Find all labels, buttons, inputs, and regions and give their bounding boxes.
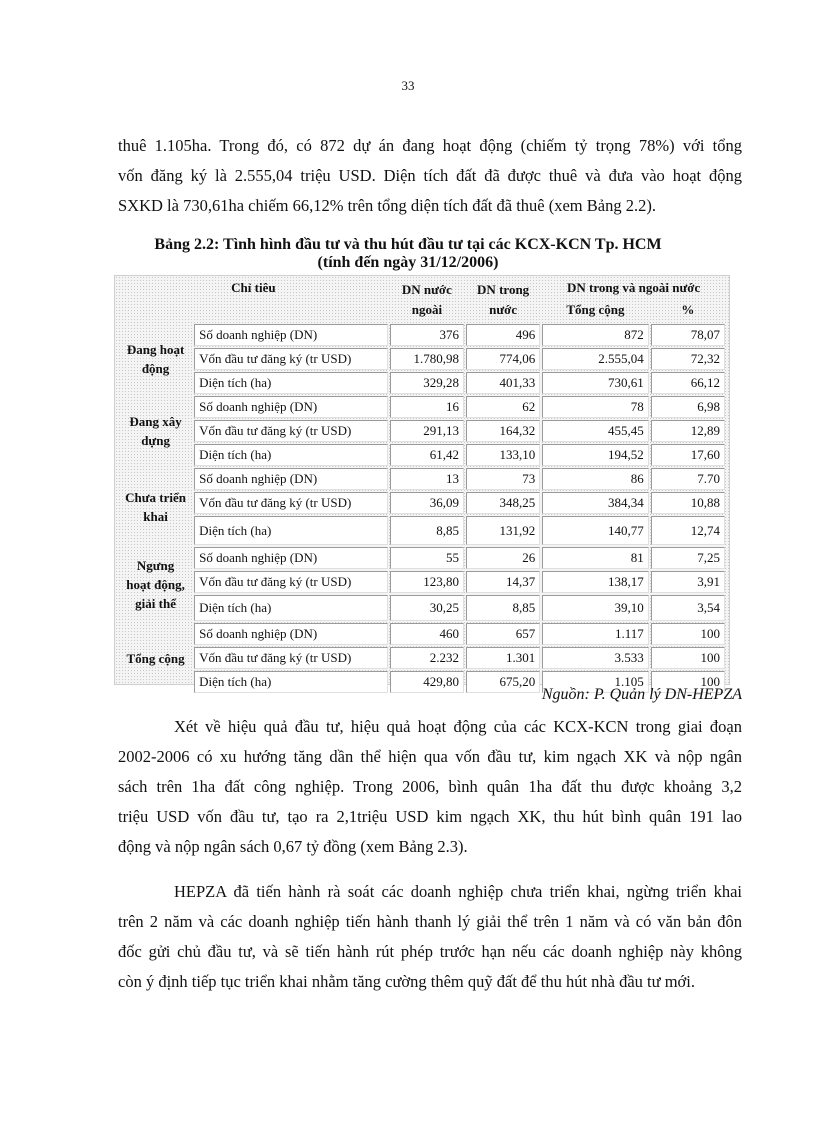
header-percent: % bbox=[681, 302, 695, 317]
value-domestic: 73 bbox=[466, 468, 540, 490]
value-foreign: 30,25 bbox=[390, 595, 464, 621]
value-domestic: 164,32 bbox=[466, 420, 540, 442]
text-line: triệu USD vốn đầu tư, tạo ra 2,1triệu USD kim ngạch XK, thu hút bình quân 191 lao bbox=[118, 807, 742, 826]
row-label: Diện tích (ha) bbox=[194, 372, 388, 394]
row-label: Số doanh nghiệp (DN) bbox=[194, 547, 388, 569]
value-percent: 3,54 bbox=[651, 595, 725, 621]
intro-paragraph bbox=[118, 131, 742, 221]
group-label: Tổng cộng bbox=[126, 650, 185, 666]
text-line: SXKD là 730,61ha chiếm 66,12% trên tổng diện tích đất đã thuê (xem Bảng 2.2). bbox=[118, 196, 656, 215]
page-number: 33 bbox=[401, 78, 415, 93]
value-percent: 100 bbox=[651, 647, 725, 669]
value-domestic: 8,85 bbox=[466, 595, 540, 621]
text-line: sách trên 1ha đất công nghiệp. Trong 2006, bình quân 1ha đất thu được khoảng 3,2 bbox=[118, 777, 742, 796]
row-label: Số doanh nghiệp (DN) bbox=[194, 623, 388, 645]
value-total: 2.555,04 bbox=[542, 348, 649, 370]
value-domestic: 774,06 bbox=[466, 348, 540, 370]
text-line: HEPZA đã tiến hành rà soát các doanh nghiệp chưa triển khai, ngừng triển khai bbox=[174, 882, 742, 901]
value-foreign: 291,13 bbox=[390, 420, 464, 442]
text-line: Xét về hiệu quả đầu tư, hiệu quả hoạt động của các KCX-KCN trong giai đoạn bbox=[174, 717, 742, 736]
value-domestic: 348,25 bbox=[466, 492, 540, 514]
value-percent: 100 bbox=[651, 671, 725, 693]
value-foreign: 55 bbox=[390, 547, 464, 569]
value-foreign: 123,80 bbox=[390, 571, 464, 593]
row-label: Diện tích (ha) bbox=[194, 444, 388, 466]
value-percent: 7,25 bbox=[651, 547, 725, 569]
header-combined: DN trong và ngoài nước bbox=[567, 280, 701, 295]
value-foreign: 16 bbox=[390, 396, 464, 418]
text-line: vốn đăng ký là 2.555,04 triệu USD. Diện tích đất đã được thuê và đưa vào hoạt động bbox=[118, 166, 742, 185]
table-caption-date: (tính đến ngày 31/12/2006) bbox=[317, 254, 499, 271]
value-total: 3.533 bbox=[542, 647, 649, 669]
value-total: 384,34 bbox=[542, 492, 649, 514]
value-percent: 78,07 bbox=[651, 324, 725, 346]
value-total: 1.117 bbox=[542, 623, 649, 645]
value-foreign: 61,42 bbox=[390, 444, 464, 466]
investment-table-frame bbox=[114, 275, 730, 689]
value-total: 455,45 bbox=[542, 420, 649, 442]
row-label: Diện tích (ha) bbox=[194, 595, 388, 621]
text-line: đốc gửi chủ đầu tư, và sẽ tiến hành rút phép trước hạn nếu các doanh nghiệp này không bbox=[118, 942, 742, 961]
value-total: 86 bbox=[542, 468, 649, 490]
value-domestic: 496 bbox=[466, 324, 540, 346]
text-line: 2002-2006 có xu hướng tăng dần thể hiện qua vốn đầu tư, kim ngạch XK và nộp ngân bbox=[118, 747, 742, 766]
row-label: Diện tích (ha) bbox=[194, 516, 388, 545]
value-percent: 7.70 bbox=[651, 468, 725, 490]
header-total: Tổng cộng bbox=[566, 302, 625, 317]
value-percent: 66,12 bbox=[651, 372, 725, 394]
row-label: Diện tích (ha) bbox=[194, 671, 388, 693]
value-total: 194,52 bbox=[542, 444, 649, 466]
header-domestic: DN trong nước bbox=[477, 282, 530, 317]
group-label: Ngưng hoạt động, giải thể bbox=[126, 557, 185, 611]
value-foreign: 429,80 bbox=[390, 671, 464, 693]
value-percent: 72,32 bbox=[651, 348, 725, 370]
investment-table bbox=[117, 278, 727, 695]
value-domestic: 1.301 bbox=[466, 647, 540, 669]
table-source: Nguồn: P. Quản lý DN-HEPZA bbox=[541, 686, 742, 703]
text-line: còn ý định tiếp tục triển khai nhằm tăng cường thêm quỹ đất để thu hút nhà đầu tư mới. bbox=[118, 972, 695, 991]
text-line: thuê 1.105ha. Trong đó, có 872 dự án đang hoạt động (chiếm tỷ trọng 78%) với tổng bbox=[118, 136, 742, 155]
value-domestic: 26 bbox=[466, 547, 540, 569]
value-foreign: 2.232 bbox=[390, 647, 464, 669]
row-label: Vốn đầu tư đăng ký (tr USD) bbox=[194, 420, 388, 442]
value-total: 138,17 bbox=[542, 571, 649, 593]
value-percent: 10,88 bbox=[651, 492, 725, 514]
value-domestic: 401,33 bbox=[466, 372, 540, 394]
value-foreign: 1.780,98 bbox=[390, 348, 464, 370]
value-domestic: 131,92 bbox=[466, 516, 540, 545]
efficiency-paragraph bbox=[118, 712, 742, 862]
value-foreign: 329,28 bbox=[390, 372, 464, 394]
value-percent: 100 bbox=[651, 623, 725, 645]
group-label: Đang xây dựng bbox=[129, 414, 182, 448]
value-total: 1.105 bbox=[542, 671, 649, 693]
value-total: 39,10 bbox=[542, 595, 649, 621]
text-line: trên 2 năm và các doanh nghiệp tiến hành thanh lý giải thể trên 1 năm và có văn bản đôn bbox=[118, 912, 742, 931]
row-label: Số doanh nghiệp (DN) bbox=[194, 324, 388, 346]
header-indicator: Chỉ tiêu bbox=[231, 280, 276, 295]
value-percent: 6,98 bbox=[651, 396, 725, 418]
row-label: Số doanh nghiệp (DN) bbox=[194, 468, 388, 490]
row-label: Vốn đầu tư đăng ký (tr USD) bbox=[194, 571, 388, 593]
row-label: Vốn đầu tư đăng ký (tr USD) bbox=[194, 647, 388, 669]
value-foreign: 36,09 bbox=[390, 492, 464, 514]
value-foreign: 8,85 bbox=[390, 516, 464, 545]
row-label: Vốn đầu tư đăng ký (tr USD) bbox=[194, 492, 388, 514]
value-domestic: 657 bbox=[466, 623, 540, 645]
header-foreign: DN nước ngoài bbox=[401, 282, 452, 317]
value-percent: 17,60 bbox=[651, 444, 725, 466]
value-percent: 3,91 bbox=[651, 571, 725, 593]
value-percent: 12,74 bbox=[651, 516, 725, 545]
text-line: động và nộp ngân sách 0,67 tỷ đồng (xem Bảng 2.3). bbox=[118, 837, 468, 856]
group-label: Chưa triển khai bbox=[125, 489, 187, 524]
row-label: Số doanh nghiệp (DN) bbox=[194, 396, 388, 418]
value-foreign: 460 bbox=[390, 623, 464, 645]
group-label: Đang hoạt động bbox=[126, 342, 185, 376]
value-foreign: 13 bbox=[390, 468, 464, 490]
value-percent: 12,89 bbox=[651, 420, 725, 442]
table-caption: Bảng 2.2: Tình hình đầu tư và thu hút đầu tư tại các KCX-KCN Tp. HCM bbox=[154, 236, 662, 253]
value-domestic: 133,10 bbox=[466, 444, 540, 466]
value-foreign: 376 bbox=[390, 324, 464, 346]
value-domestic: 14,37 bbox=[466, 571, 540, 593]
value-domestic: 675,20 bbox=[466, 671, 540, 693]
value-total: 78 bbox=[542, 396, 649, 418]
row-label: Vốn đầu tư đăng ký (tr USD) bbox=[194, 348, 388, 370]
value-total: 140,77 bbox=[542, 516, 649, 545]
value-total: 81 bbox=[542, 547, 649, 569]
value-total: 730,61 bbox=[542, 372, 649, 394]
hepza-paragraph bbox=[118, 877, 742, 997]
value-total: 872 bbox=[542, 324, 649, 346]
value-domestic: 62 bbox=[466, 396, 540, 418]
